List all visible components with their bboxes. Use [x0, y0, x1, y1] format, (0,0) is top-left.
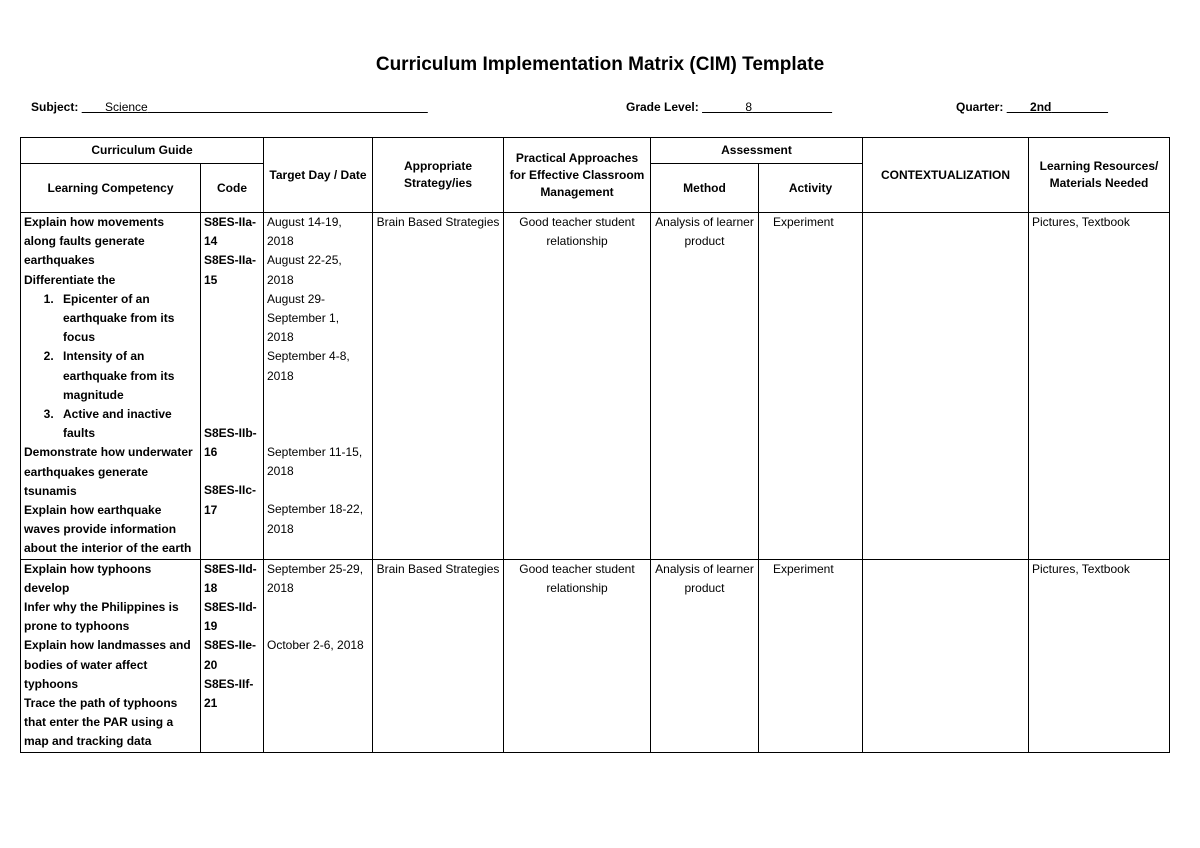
practical-approaches-header: Practical Approaches for Effective Classroom Management [504, 138, 651, 213]
method-header: Method [651, 164, 759, 213]
target-day-header: Target Day / Date [264, 138, 373, 213]
table-row [21, 559, 1170, 752]
competency-cell [21, 559, 201, 752]
date-item: August 22-25, 2018 [267, 253, 342, 287]
activity-header: Activity [759, 164, 863, 213]
strategy-cell: Brain Based Strategies [373, 213, 504, 560]
code-header: Code [201, 164, 264, 213]
activity-cell: Experiment [759, 559, 863, 752]
grade-level-label: Grade Level: [626, 100, 699, 114]
practical-cell: Good teacher student relationship [504, 559, 651, 752]
header-row-1 [21, 138, 1170, 164]
subject-value: Science [105, 100, 148, 114]
resources-header: Learning Resources/ Materials Needed [1029, 138, 1170, 213]
activity-cell: Experiment [759, 213, 863, 560]
grade-level-field [626, 100, 832, 114]
contextualization-cell [863, 559, 1029, 752]
table-row [21, 213, 1170, 560]
subject-label: Subject: [31, 100, 79, 114]
quarter-value-line [1007, 100, 1108, 114]
competency-item: Trace the path of typhoons that enter the PAR using a map and tracking data [24, 696, 178, 749]
competency-item: Explain how typhoons develop [24, 561, 152, 595]
date-item: September 25-29, 2018 [267, 561, 364, 595]
code-cell [201, 559, 264, 752]
subject-value-line [82, 100, 428, 114]
grade-level-value: 8 [745, 100, 753, 114]
competency-item: Explain how movements along faults generate earthquakes [24, 215, 165, 268]
strategy-header: Appropriate Strategy/ies [373, 138, 504, 213]
list-item: 3. Active and inactive faults [57, 405, 197, 443]
quarter-value: 2nd [1030, 100, 1052, 114]
code-item: S8ES-IIb-16 [204, 425, 257, 460]
competency-cell [21, 213, 201, 560]
date-item: September 18-22, 2018 [267, 502, 364, 536]
practical-cell: Good teacher student relationship [504, 213, 651, 560]
code-item: S8ES-IIa-15 [204, 253, 257, 287]
method-cell: Analysis of learner product [651, 559, 759, 752]
date-item: September 11-15, 2018 [267, 444, 363, 479]
date-cell [264, 559, 373, 752]
code-item: S8ES-IId-18 [204, 561, 257, 595]
grade-level-value-line [702, 100, 832, 114]
competency-item: Infer why the Philippines is prone to typhoons [24, 600, 179, 634]
competency-item: Differentiate the [24, 272, 116, 287]
competency-item: Demonstrate how underwater earthquakes generate tsunamis [24, 445, 193, 498]
cim-table [20, 137, 1170, 753]
contextualization-cell [863, 213, 1029, 560]
code-item: S8ES-IIe-20 [204, 638, 257, 672]
code-item: S8ES-IIa-14 [204, 215, 257, 249]
date-cell [264, 213, 373, 560]
date-item: August 29-September 1, 2018 [267, 291, 340, 345]
resources-cell: Pictures, Textbook [1029, 559, 1170, 752]
assessment-header: Assessment [651, 138, 863, 164]
code-cell [201, 213, 264, 560]
resources-cell: Pictures, Textbook [1029, 213, 1170, 560]
code-item: S8ES-IIf-21 [204, 676, 254, 711]
date-item: August 14-19, 2018 [267, 215, 342, 249]
competency-sublist [24, 290, 197, 444]
contextualization-header: CONTEXTUALIZATION [863, 138, 1029, 213]
page-title: Curriculum Implementation Matrix (CIM) Template [375, 54, 825, 75]
method-cell: Analysis of learner product [651, 213, 759, 560]
learning-competency-header: Learning Competency [21, 164, 201, 213]
quarter-label: Quarter: [956, 100, 1004, 114]
list-item: 2. Intensity of an earthquake from its magnitude [57, 347, 197, 405]
subject-field [31, 100, 428, 114]
curriculum-guide-header: Curriculum Guide [21, 138, 264, 164]
code-item: S8ES-IId-19 [204, 600, 257, 634]
date-item: September 4-8, 2018 [267, 349, 350, 383]
date-item: October 2-6, 2018 [267, 638, 364, 653]
code-item: S8ES-IIc-17 [204, 483, 257, 517]
strategy-cell: Brain Based Strategies [373, 559, 504, 752]
quarter-field [956, 100, 1108, 114]
competency-item: Explain how landmasses and bodies of water affect typhoons [24, 638, 191, 691]
list-item: 1. Epicenter of an earthquake from its focus [57, 290, 197, 348]
competency-item: Explain how earthquake waves provide information about the interior of the earth [24, 503, 192, 556]
